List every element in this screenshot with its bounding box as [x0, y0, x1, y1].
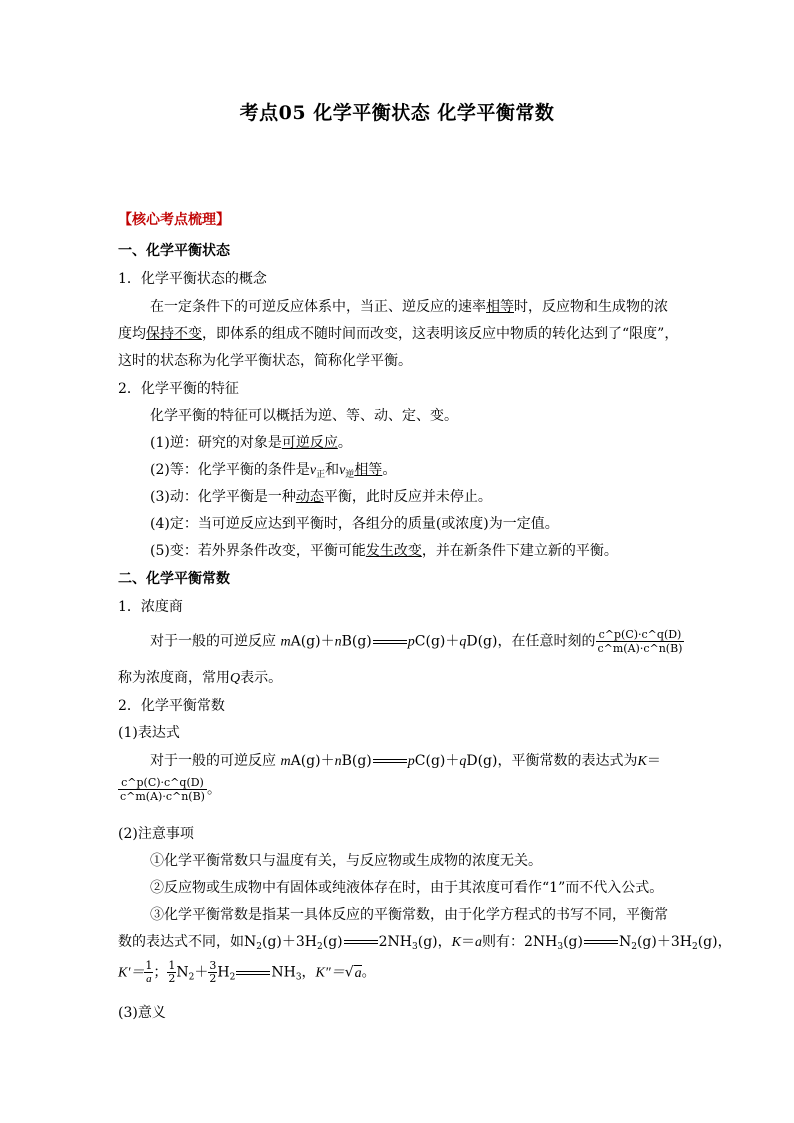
sqrt-symbol: √	[344, 964, 354, 981]
heading-equilibrium-state: 一、化学平衡状态	[118, 243, 230, 259]
equilibrium-arrow	[373, 757, 407, 765]
sub-heading-features: 2．化学平衡的特征	[118, 381, 239, 397]
section-tag: 【核心考点梳理】	[118, 212, 230, 228]
constant-fraction: $\frac{c\^{}p(C)\cdot c\^{}q(D)}{c\^{}m(A)\cdot c\^{}n(B)}$	[120, 776, 205, 803]
feature-item: (1)逆：研究的对象是可逆反应。	[150, 435, 352, 451]
sub-heading-concept: 1．化学平衡状态的概念	[118, 271, 267, 287]
paragraph-line: 称为浓度商，常用Q表示。	[118, 670, 283, 686]
paragraph-line: 这时的状态称为化学平衡状态，简称化学平衡。	[118, 353, 412, 369]
feature-item: (2)等：化学平衡的条件是$v_正$和$v_逆$相等。	[150, 462, 397, 480]
feature-item: (3)动：化学平衡是一种动态平衡，此时反应并未停止。	[150, 489, 492, 505]
note-item: ②反应物或生成物中有固体或纯液体存在时，由于其浓度可看作“1”而不代入公式。	[150, 880, 664, 896]
sub-heading-expression: (1)表达式	[118, 725, 180, 741]
sub-heading-quotient: 1．浓度商	[118, 599, 183, 615]
equilibrium-arrow	[373, 638, 407, 646]
inverse-fraction: $\frac{1}{a}$	[145, 959, 153, 985]
page-title: 考点05 化学平衡状态 化学平衡常数	[239, 102, 555, 124]
expression-line: 对于一般的可逆反应 mA(g)＋nB(g) pC(g)＋qD(g)，平衡常数的表达式为K＝	[150, 753, 661, 769]
feature-item: (4)定：当可逆反应达到平衡时，各组分的质量(或浓度)为一定值。	[150, 516, 559, 532]
equilibrium-arrow	[584, 938, 618, 946]
sub-heading-constant: 2．化学平衡常数	[118, 698, 225, 714]
quotient-fraction: $\frac{c\^{}p(C)\cdot c\^{}q(D)}{c\^{}m(A)\cdot c\^{}n(B)}$	[597, 628, 683, 655]
equilibrium-arrow	[344, 938, 378, 946]
equilibrium-arrow	[236, 969, 270, 977]
paragraph-line: 度均保持不变，即体系的组成不随时间而改变，这表明该反应中物质的转化达到了“限度”，	[118, 326, 679, 342]
sub-heading-notes: (2)注意事项	[118, 826, 194, 842]
paragraph-line: 化学平衡的特征可以概括为逆、等、动、定、变。	[150, 408, 458, 424]
heading-equilibrium-constant: 二、化学平衡常数	[118, 571, 230, 587]
quotient-line: 对于一般的可逆反应 mA(g)＋nB(g) pC(g)＋qD(g)，在任意时刻的 $\frac{c\^{}p(C)\cdot c\^{}q(D)}{c\^{}m(A)\cdot c\^{}n(B)}$	[150, 628, 683, 655]
note-item-formulas: K′＝ $\frac{1}{a}$ ； $\frac{1}{2}$ $N_2+$ $\frac{3}{2}$ $H_2$ $NH_3$，K″＝√a。	[118, 959, 376, 985]
half-fraction: $\frac{1}{2}$	[168, 959, 176, 985]
expression-fraction-line: $\frac{c\^{}p(C)\cdot c\^{}q(D)}{c\^{}m(A)\cdot c\^{}n(B)}$ 。	[120, 776, 221, 803]
note-item: ③化学平衡常数是指某一具体反应的平衡常数，由于化学方程式的书写不同，平衡常	[150, 907, 668, 923]
paragraph-line: 在一定条件下的可逆反应体系中，当正、逆反应的速率相等时，反应物和生成物的浓	[150, 299, 668, 315]
three-halves-fraction: $\frac{3}{2}$	[209, 959, 217, 985]
sub-heading-meaning: (3)意义	[118, 1005, 166, 1021]
note-item: ①化学平衡常数只与温度有关，与反应物或生成物的浓度无关。	[150, 853, 542, 869]
feature-item: (5)变：若外界条件改变，平衡可能发生改变，并在新条件下建立新的平衡。	[150, 543, 618, 559]
note-item-continued: 数的表达式不同，如$N_2(g)+3H_2(g)$ $2NH_3(g)$，K＝a则有：$2NH_3(g)$ $N_2(g)+3H_2(g)$，	[118, 934, 732, 952]
